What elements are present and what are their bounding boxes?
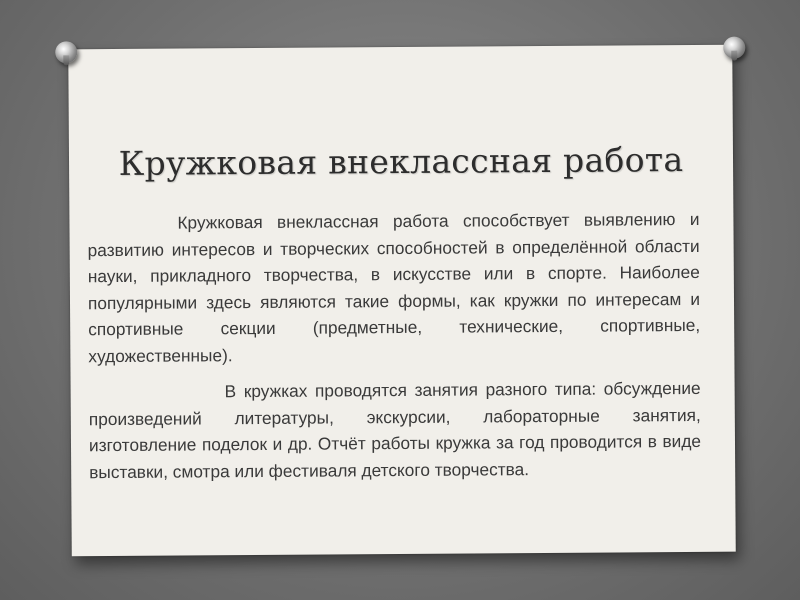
push-pin-icon xyxy=(55,41,77,63)
slide-title: Кружковая внеклассная работа xyxy=(118,140,684,183)
slide-body xyxy=(87,206,701,485)
push-pin-icon xyxy=(723,37,745,59)
slide-paper xyxy=(68,45,736,557)
paragraph-2: В кружках проводятся занятия разного типа: обсуждение произведений литературы, экскурсии, лабораторные занятия, изготовление поделок и др. Отчёт работы кружка за год проводится в виде выставки, смотра или фестиваля детского творчества. xyxy=(88,377,702,482)
paragraph-1: Кружковая внеклассная работа способствует выявлению и развитию интересов и творческих способностей в определённой области науки, прикладного творчества, в искусстве или в спорте. Наиболее популярными здесь являются такие формы, как кружки по интересам и спортивные секции (предметные, технические, спортивные, художественные). xyxy=(87,208,701,366)
